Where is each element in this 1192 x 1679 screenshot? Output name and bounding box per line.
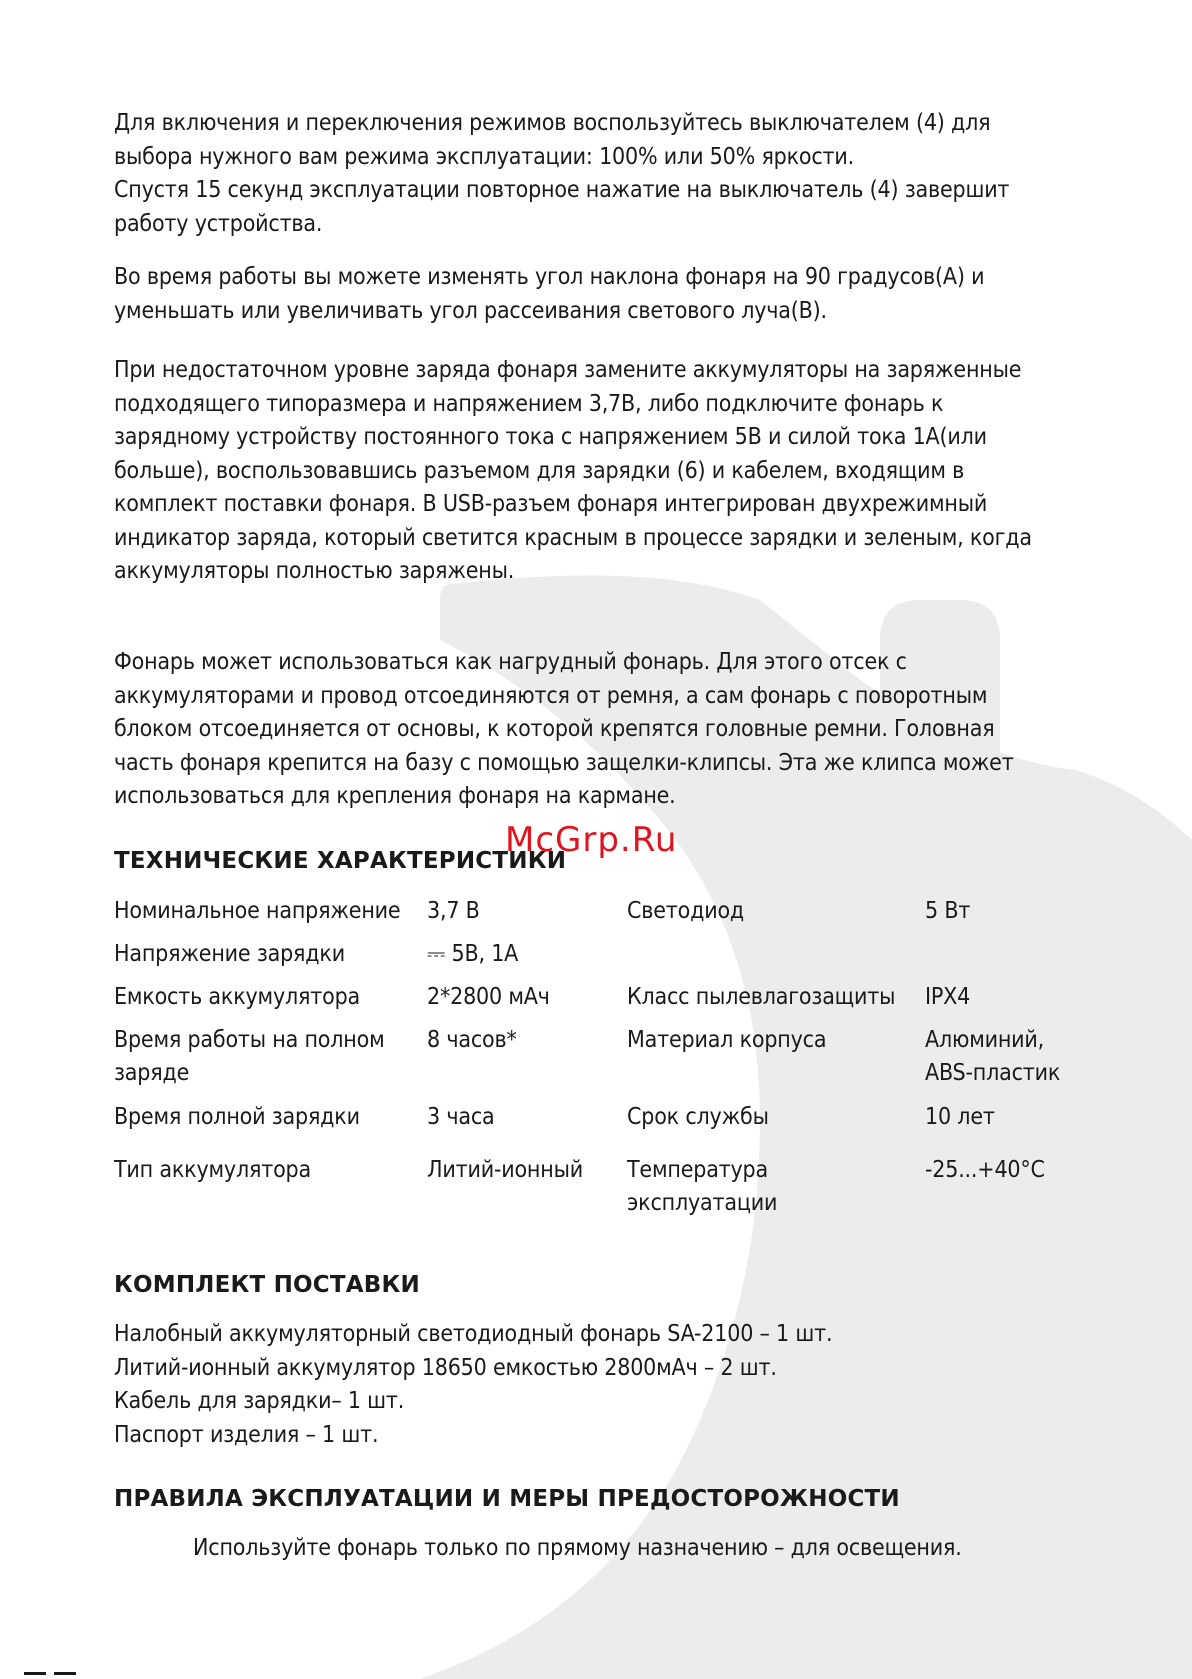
rules-text — [193, 1532, 1093, 1566]
paragraph-tilt-angle — [114, 261, 1074, 328]
spec-value: 5 Вт — [925, 898, 971, 924]
text-line: Спустя 15 секунд эксплуатации повторное нажатие на выключатель (4) завершит — [114, 177, 1010, 203]
spec-value: ⎓ 5В, 1А — [427, 941, 519, 967]
spec-label: Тип аккумулятора — [114, 1157, 311, 1183]
spec-value: Литий-ионный — [427, 1157, 583, 1183]
spec-value: -25...+40°С — [925, 1157, 1045, 1183]
text-line: подходящего типоразмера и напряжением 3,7В, либо подключите фонарь к — [114, 390, 944, 417]
spec-value: 3 часа — [427, 1104, 495, 1130]
watermark-text: McGrp.Ru — [505, 820, 678, 860]
spec-label: Класс пылевлагозащиты — [627, 984, 896, 1010]
text-line: аккумуляторами и провод отсоединяются от ремня, а сам фонарь с поворотным — [114, 682, 988, 709]
corner-mark — [54, 1672, 76, 1675]
list-item: Налобный аккумуляторный светодиодный фонарь SA-2100 – 1 шт. — [114, 1321, 833, 1347]
corner-mark — [24, 1672, 46, 1675]
specs-heading: ТЕХНИЧЕСКИЕ ХАРАКТЕРИСТИКИ — [114, 848, 567, 874]
kit-heading: КОМПЛЕКТ ПОСТАВКИ — [114, 1272, 420, 1298]
paragraph-mode-switch — [114, 107, 1074, 241]
spec-label: Материал корпуса — [627, 1027, 827, 1053]
text-line: зарядному устройству постоянного тока с напряжением 5В и силой тока 1А(или — [114, 424, 987, 450]
spec-value: ABS-пластик — [925, 1060, 1061, 1086]
list-item: Литий-ионный аккумулятор 18650 емкостью 2800мАч – 2 шт. — [114, 1354, 777, 1381]
text-line: Для включения и переключения режимов воспользуйтесь выключателем (4) для — [114, 110, 991, 136]
text-line: аккумуляторы полностью заряжены. — [114, 558, 515, 584]
spec-label: Время работы на полном — [114, 1027, 385, 1053]
text-line: Во время работы вы можете изменять угол наклона фонаря на 90 градусов(A) и — [114, 264, 985, 290]
spec-value: 3,7 В — [427, 898, 480, 924]
list-item: Паспорт изделия – 1 шт. — [114, 1421, 379, 1448]
paragraph-charging — [114, 354, 1074, 589]
spec-label: Емкость аккумулятора — [114, 984, 361, 1010]
text-line: уменьшать или увеличивать угол рассеивания светового луча(B). — [114, 297, 827, 324]
spec-label: Напряжение зарядки — [114, 941, 345, 967]
text-line: блоком отсоединяется от основы, к которой крепятся головные ремни. Головная — [114, 716, 995, 742]
spec-label: Время полной зарядки — [114, 1104, 360, 1130]
spec-value: 10 лет — [925, 1104, 995, 1130]
text-line: часть фонаря крепится на базу с помощью защелки-клипсы. Эта же клипса может — [114, 749, 1014, 776]
spec-label: Номинальное напряжение — [114, 898, 401, 924]
text-line: выбора нужного вам режима эксплуатации: 100% или 50% яркости. — [114, 143, 855, 170]
rules-heading: ПРАВИЛА ЭКСПЛУАТАЦИИ И МЕРЫ ПРЕДОСТОРОЖНОСТИ — [114, 1486, 900, 1512]
kit-list — [114, 1318, 1074, 1452]
text-line: При недостаточном уровне заряда фонаря замените аккумуляторы на заряженные — [114, 357, 1022, 383]
page-corner-marks — [0, 1670, 80, 1679]
list-item: Кабель для зарядки– 1 шт. — [114, 1388, 405, 1414]
text-line: больше), воспользовавшись разъемом для зарядки (6) и кабелем, входящим в — [114, 457, 965, 484]
text-line: работу устройства. — [114, 210, 323, 237]
spec-label: Светодиод — [627, 898, 745, 924]
spec-value: Алюминий, — [925, 1027, 1045, 1053]
text-line: Фонарь может использоваться как нагрудный фонарь. Для этого отсек с — [114, 649, 907, 675]
spec-value: IPX4 — [925, 984, 971, 1010]
spec-label: Срок службы — [627, 1104, 769, 1130]
spec-label: заряде — [114, 1060, 190, 1086]
paragraph-chest-mount — [114, 646, 1074, 814]
spec-value: 8 часов* — [427, 1027, 517, 1053]
text-line: Используйте фонарь только по прямому назначению – для освещения. — [193, 1535, 962, 1561]
text-line: использоваться для крепления фонаря на кармане. — [114, 783, 676, 809]
text-line: комплект поставки фонаря. В USB-разъем фонаря интегрирован двухрежимный — [114, 491, 988, 517]
spec-value: 2*2800 мАч — [427, 984, 550, 1010]
spec-label: эксплуатации — [627, 1190, 778, 1216]
spec-label: Температура — [627, 1157, 768, 1183]
text-line: индикатор заряда, который светится красным в процессе зарядки и зеленым, когда — [114, 524, 1032, 551]
